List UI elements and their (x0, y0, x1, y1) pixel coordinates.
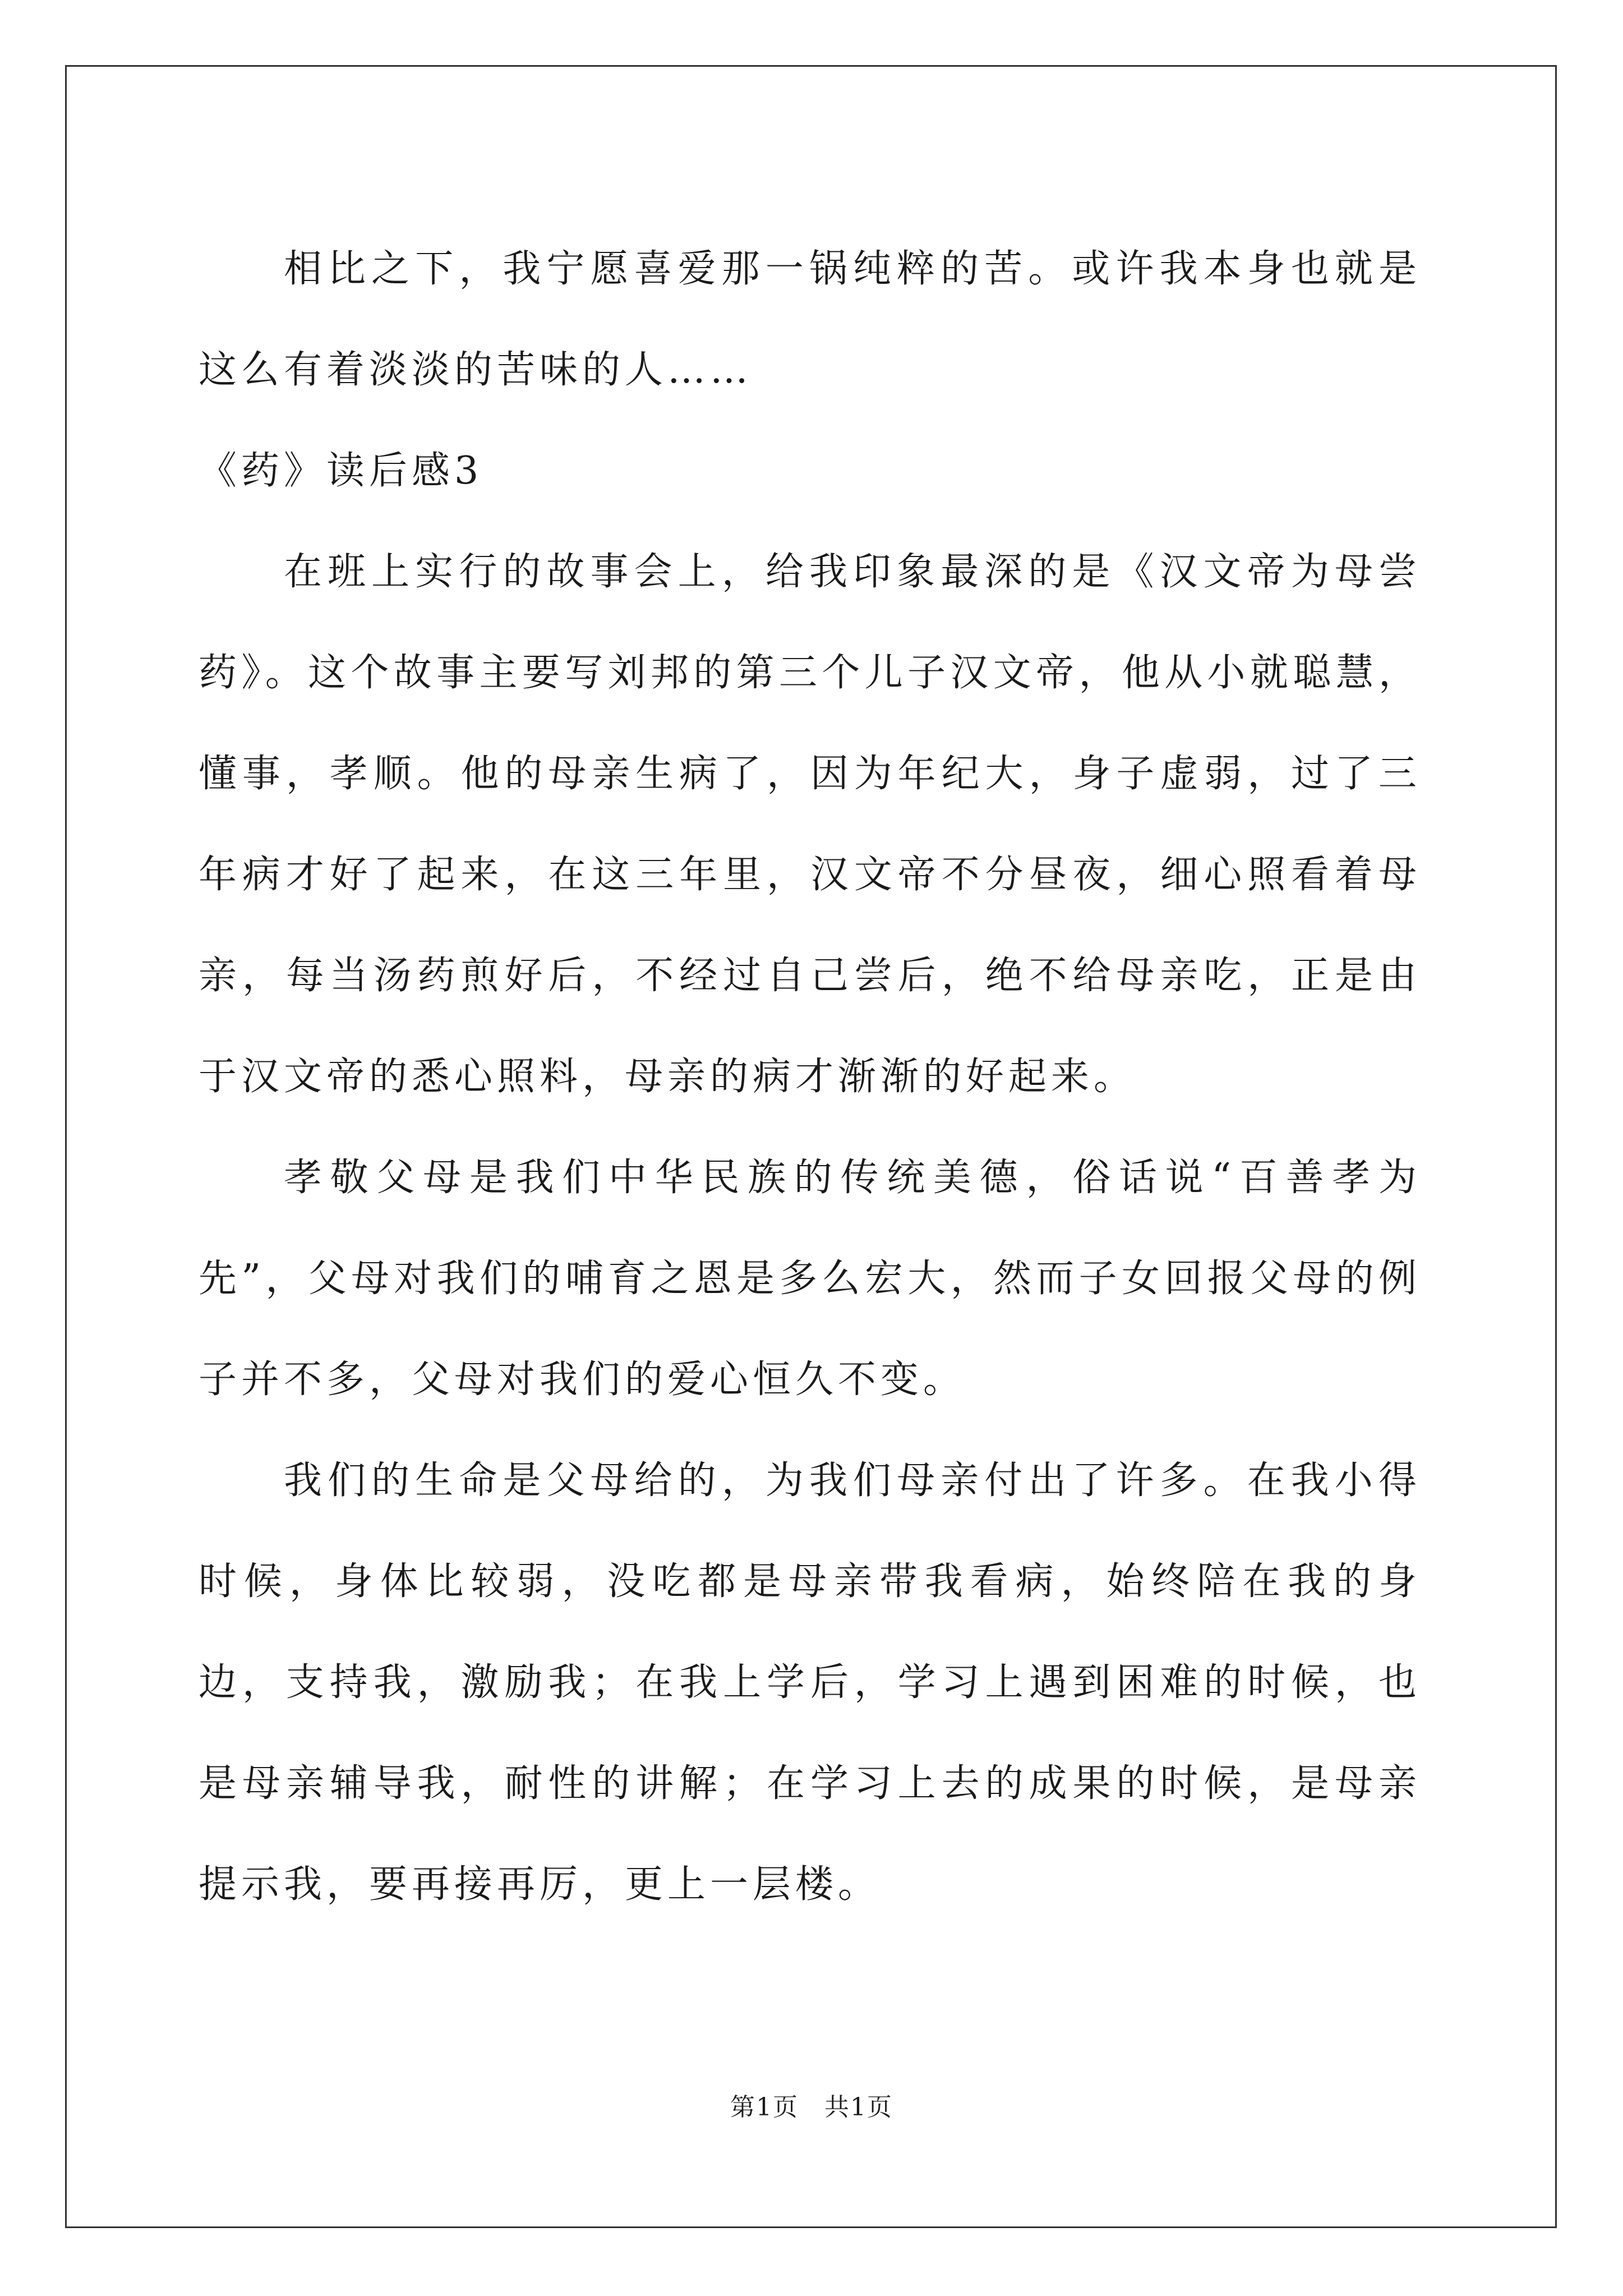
paragraph-filial-piety: 孝敬父母是我们中华民族的传统美德，俗话说“百善孝为先”，父母对我们的哺育之恩是多么宏大，然而子女回报父母的例子并不多，父母对我们的爱心恒久不变。 (199, 1156, 1422, 1402)
paragraph-intro: 相比之下，我宁愿喜爱那一锅纯粹的苦。或许我本身也就是这么有着淡淡的苦味的人…… (199, 247, 1421, 392)
document-body (199, 219, 1421, 1935)
paragraph-mother-care: 我们的生命是父母给的，为我们母亲付出了许多。在我小得时候，身体比较弱，没吃都是母亲带我看病，始终陪在我的身边，支持我，激励我；在我上学后，学习上遇到困难的时候，也是母亲辅导我，耐性的讲解；在学习上去的成果的时候，是母亲提示我，要再接再厉，更上一层楼。 (199, 1458, 1421, 1907)
paragraph-story: 在班上实行的故事会上，给我印象最深的是《汉文帝为母尝药》。这个故事主要写刘邦的第三个儿子汉文帝，他从小就聪慧，懂事，孝顺。他的母亲生病了，因为年纪大，身子虚弱，过了三年病才好了起来，在这三年里，汉文帝不分昼夜，细心照看着母亲，每当汤药煎好后，不经过自己尝后，绝不给母亲吃，正是由于汉文帝的悉心照料，母亲的病才渐渐的好起来。 (199, 550, 1421, 1099)
page-number: 第1页 共1页 (730, 2093, 893, 2122)
section-heading: 《药》读后感3 (199, 449, 483, 493)
